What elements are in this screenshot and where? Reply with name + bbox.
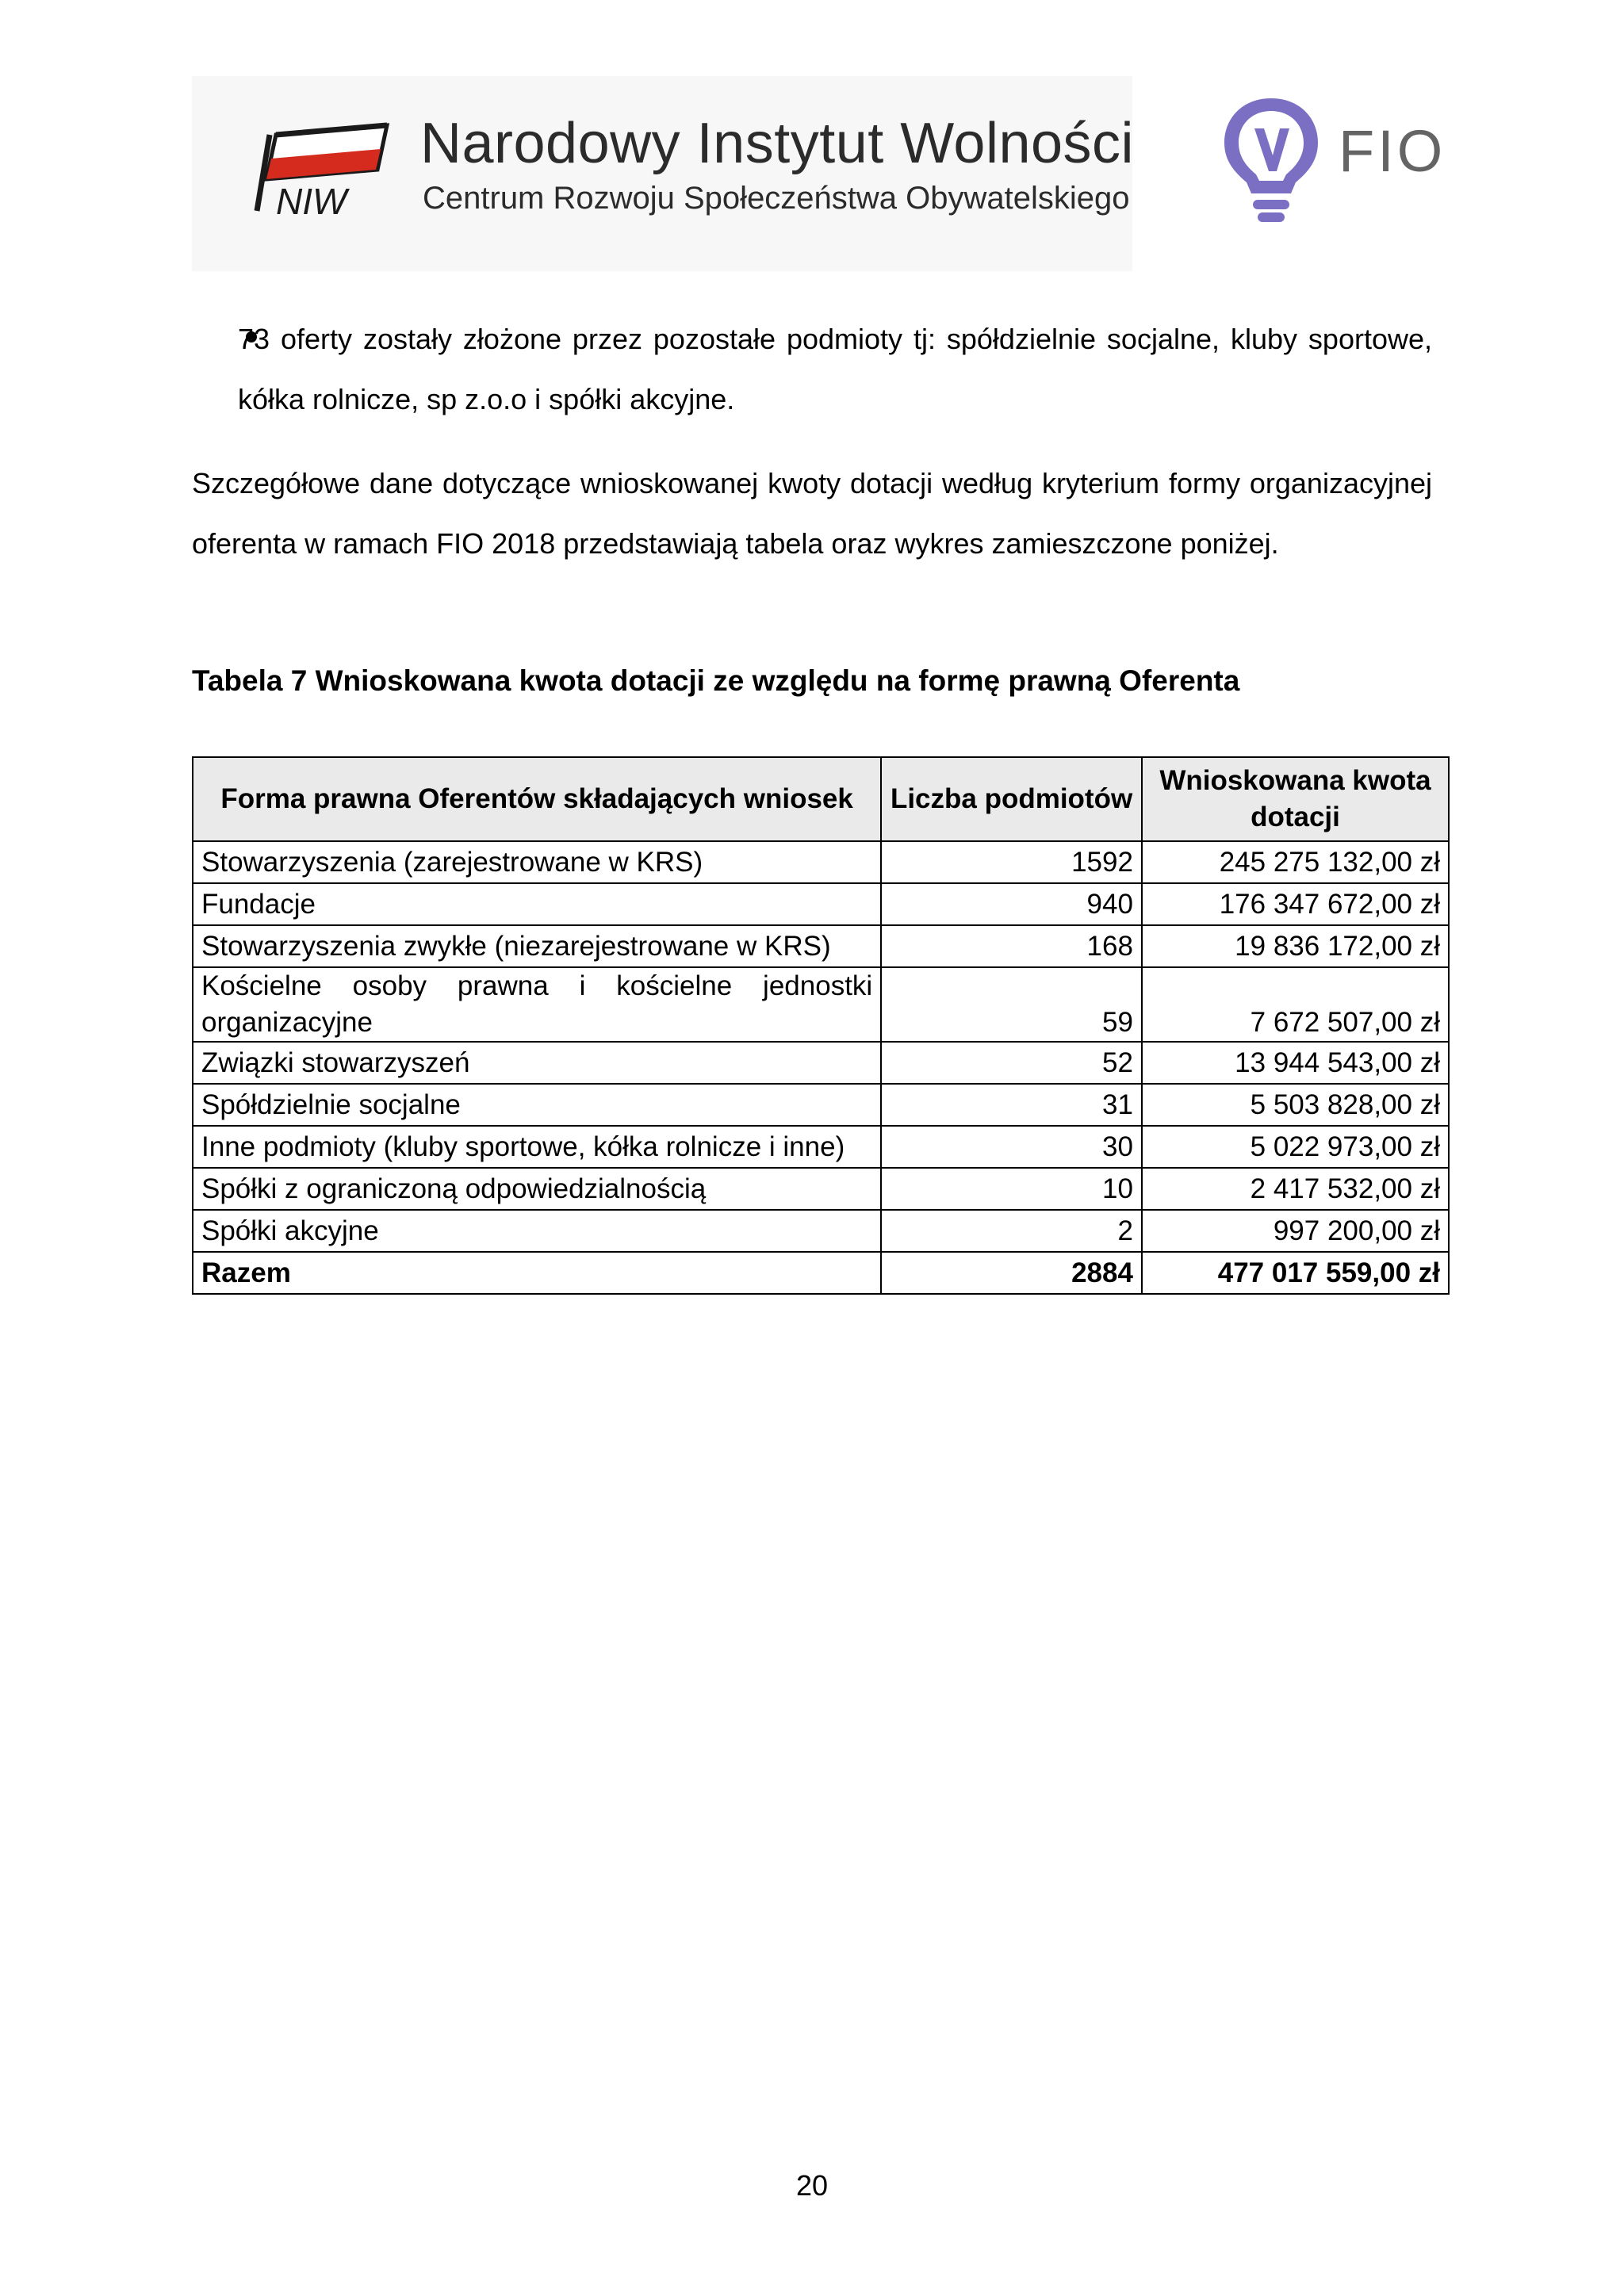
header-count: Liczba podmiotów <box>881 757 1142 841</box>
cell-amount: 997 200,00 zł <box>1142 1210 1449 1252</box>
data-table <box>192 756 1450 1295</box>
cell-name <box>193 967 881 1042</box>
table-caption: Tabela 7 Wnioskowana kwota dotacji ze względu na formę prawną Oferenta <box>192 664 1240 697</box>
table-row <box>193 883 1449 925</box>
total-amount: 477 017 559,00 zł <box>1142 1252 1449 1294</box>
cell-amount: 176 347 672,00 zł <box>1142 883 1449 925</box>
niw-flag-logo <box>252 117 403 220</box>
cell-name: Inne podmioty (kluby sportowe, kółka rolnicze i inne) <box>193 1126 881 1168</box>
bullet-item <box>238 309 1432 430</box>
cell-name-line1: Kościelne osoby prawna i kościelne jednostki <box>201 970 873 1001</box>
table-row <box>193 1126 1449 1168</box>
cell-name: Związki stowarzyszeń <box>193 1042 881 1084</box>
header-form: Forma prawna Oferentów składających wniosek <box>193 757 881 841</box>
table-row <box>193 1084 1449 1126</box>
cell-amount: 13 944 543,00 zł <box>1142 1042 1449 1084</box>
niw-subtitle: Centrum Rozwoju Społeczeństwa Obywatelskiego <box>423 181 1130 216</box>
cell-count: 1592 <box>881 841 1142 883</box>
niw-title: Narodowy Instytut Wolności <box>420 112 1135 175</box>
header-banner <box>192 76 1135 271</box>
cell-amount: 7 672 507,00 zł <box>1142 967 1449 1042</box>
cell-count: 52 <box>881 1042 1142 1084</box>
cell-name-line2: organizacyjne <box>201 1007 373 1038</box>
cell-name: Spółki z ograniczoną odpowiedzialnością <box>193 1168 881 1210</box>
cell-amount: 5 503 828,00 zł <box>1142 1084 1449 1126</box>
cell-count: 59 <box>881 967 1142 1042</box>
cell-amount: 245 275 132,00 zł <box>1142 841 1449 883</box>
table-total-row <box>193 1252 1449 1294</box>
cell-name: Stowarzyszenia (zarejestrowane w KRS) <box>193 841 881 883</box>
niw-logo-text: NIW <box>276 181 347 220</box>
cell-name: Spółki akcyjne <box>193 1210 881 1252</box>
paragraph-text: Szczegółowe dane dotyczące wnioskowanej kwoty dotacji według kryterium formy organizacyjnej oferenta w ramach FIO 2018 przedstawiają tabela oraz wykres zamieszczone poniżej. <box>192 467 1432 560</box>
table-row <box>193 967 1449 1042</box>
fio-lightbulb-logo <box>1220 94 1323 227</box>
cell-amount: 2 417 532,00 zł <box>1142 1168 1449 1210</box>
table-row <box>193 1210 1449 1252</box>
cell-name: Spółdzielnie socjalne <box>193 1084 881 1126</box>
header-amount: Wnioskowana kwota dotacji <box>1142 757 1449 841</box>
cell-name: Fundacje <box>193 883 881 925</box>
cell-amount: 5 022 973,00 zł <box>1142 1126 1449 1168</box>
cell-count: 168 <box>881 925 1142 967</box>
body-paragraph <box>192 453 1432 574</box>
table-row <box>193 1168 1449 1210</box>
fio-logo-text: FIO <box>1339 118 1446 184</box>
cell-count: 31 <box>881 1084 1142 1126</box>
total-label: Razem <box>193 1252 881 1294</box>
cell-name: Stowarzyszenia zwykłe (niezarejestrowane w KRS) <box>193 925 881 967</box>
cell-count: 30 <box>881 1126 1142 1168</box>
table-row <box>193 1042 1449 1084</box>
bullet-text: 73 oferty zostały złożone przez pozostałe podmioty tj: spółdzielnie socjalne, kluby sportowe, kółka rolnicze, sp z.o.o i spółki akcyjne. <box>238 323 1432 415</box>
table-row <box>193 925 1449 967</box>
table-header-row <box>193 757 1449 841</box>
cell-count: 2 <box>881 1210 1142 1252</box>
total-count: 2884 <box>881 1252 1142 1294</box>
cell-amount: 19 836 172,00 zł <box>1142 925 1449 967</box>
table-row <box>193 841 1449 883</box>
cell-count: 940 <box>881 883 1142 925</box>
page-number: 20 <box>795 2169 829 2202</box>
cell-count: 10 <box>881 1168 1142 1210</box>
